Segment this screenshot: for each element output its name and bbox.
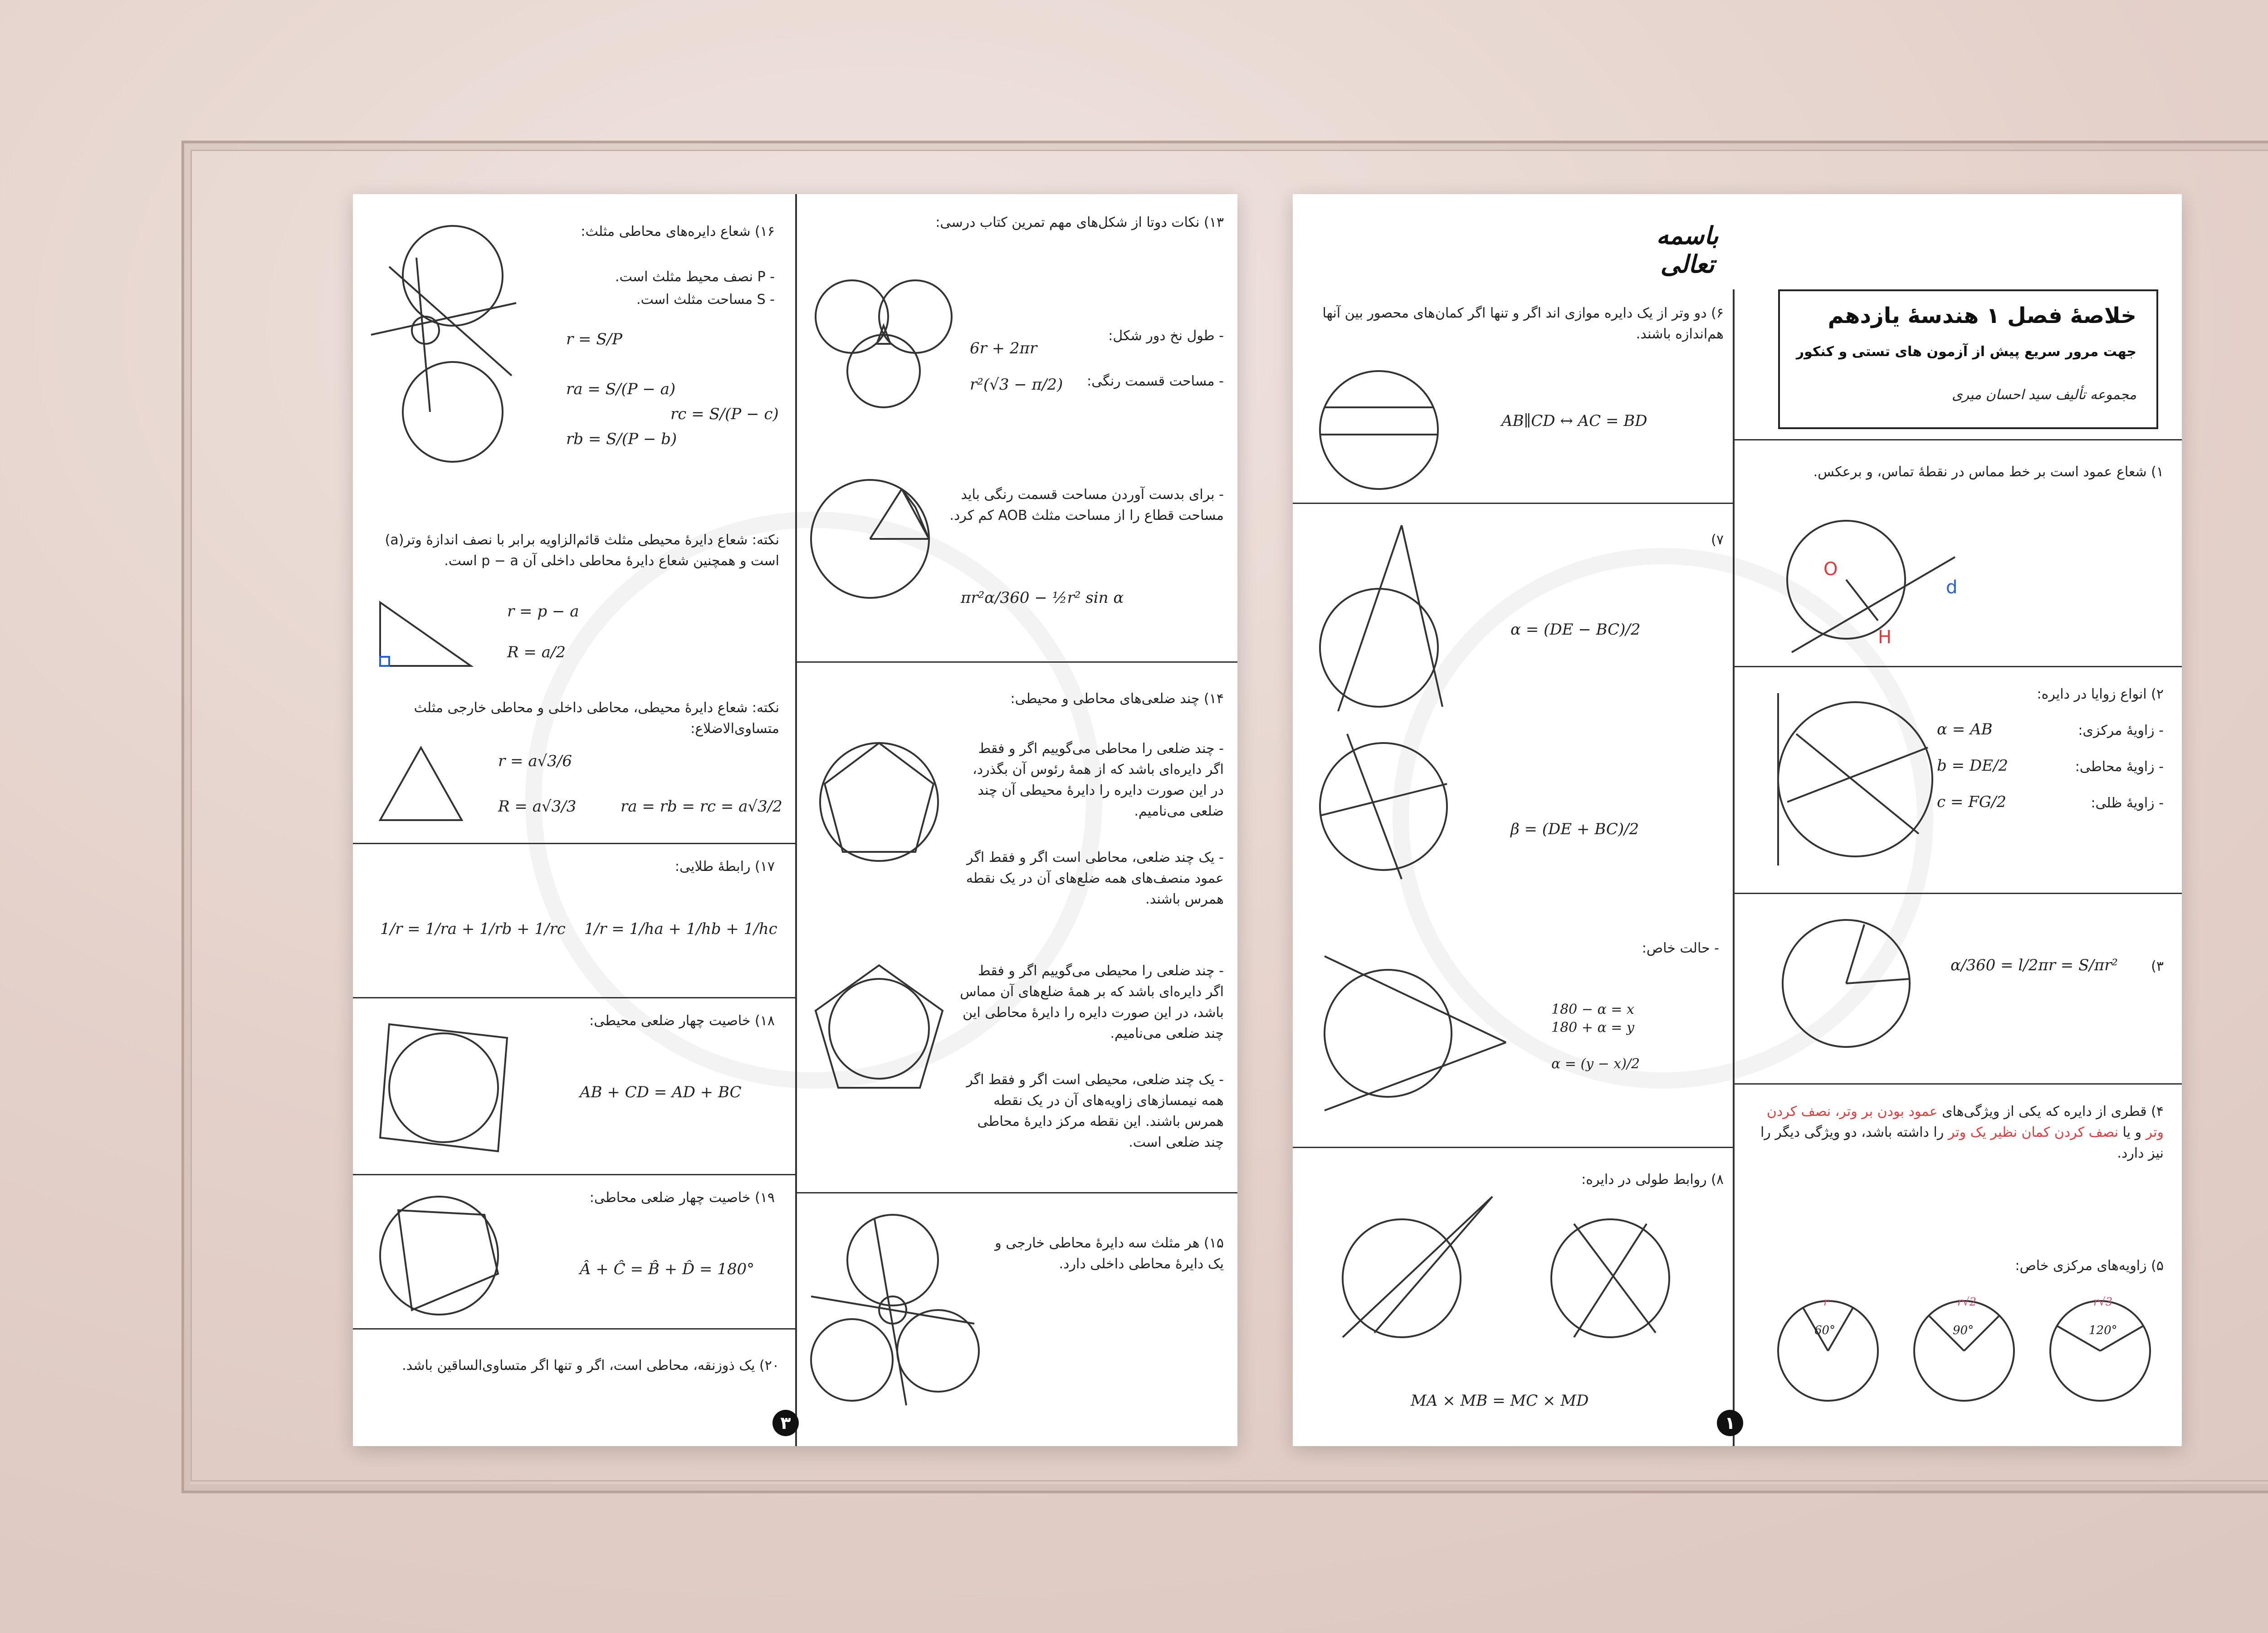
s2-formula-1: α = AB	[1937, 720, 1993, 738]
s16-note2: نکته: شعاع دایرهٔ محیطی، محاطی داخلی و محاطی خارجی مثلث متساوی‌الاضلاع:	[414, 700, 779, 737]
page-title: خلاصهٔ فصل ۱ هندسهٔ یازدهم	[1828, 303, 2136, 328]
calligraphy-header: باسمه تعالی	[1656, 221, 1719, 279]
angles-diagram	[1774, 689, 1941, 870]
s1-text: ۱) شعاع عمود است بر خط مماس در نقطهٔ تماس، و برعکس.	[1813, 464, 2164, 480]
s16-f6: R = a/2	[507, 643, 566, 661]
s15-text: ۱۵) هر مثلث سه دایرهٔ محاطی خارجی و یک دایرهٔ محاطی داخلی دارد.	[995, 1235, 1224, 1272]
page-subtitle: جهت مرور سریع پیش از آزمون های تستی و کنکور	[1796, 344, 2136, 360]
svg-text:O: O	[1823, 559, 1838, 580]
s16-f4: rc = S/(P − c)	[670, 405, 779, 423]
s17-f1: 1/r = 1/ra + 1/rb + 1/rc	[380, 920, 566, 938]
s7-f1: α = (DE − BC)/2	[1510, 621, 1641, 639]
parallel-chords-diagram	[1311, 362, 1447, 498]
sector-diagram	[802, 466, 938, 611]
right-page-number: ۱	[1717, 1410, 1743, 1436]
s16-f5: r = p − a	[507, 602, 579, 621]
s2-title: ۲) انواع زوایا در دایره:	[2037, 686, 2164, 702]
power-of-point-diagram	[1320, 1192, 1710, 1342]
left-page-number: ۳	[772, 1410, 799, 1436]
s14-p4: - یک چند ضلعی، محیطی است اگر و فقط اگر همه نیمسازهای زاویه‌های آن در یک نقطه همرس باشند. این نقطه مرکز دایرهٔ محاطی چند ضلعی است.	[966, 1072, 1224, 1150]
s16-f3: rb = S/(P − b)	[566, 430, 677, 448]
s5-title: ۵) زاویه‌های مرکزی خاص:	[2015, 1258, 2164, 1274]
right-triangle	[371, 593, 480, 675]
special-angles-diagram	[1769, 1292, 2159, 1410]
chords-angle-diagram	[1311, 725, 1456, 888]
s17-title: ۱۷) رابطهٔ طلایی:	[675, 859, 775, 875]
s17-f2: 1/r = 1/ha + 1/hb + 1/hc	[584, 920, 777, 938]
s16-b1: - P نصف محیط مثلث است.	[615, 269, 775, 285]
svg-text:d: d	[1946, 577, 1958, 598]
s16-b2: - S مساحت مثلث است.	[636, 292, 775, 308]
chord-r-sqrt3: r√3	[2093, 1296, 2113, 1308]
s4-text: ۴) قطری از دایره که یکی از ویژگی‌های عمود بودن بر وتر، نصف کردن وتر و یا نصف کردن کمان نظیر یک وتر را داشته باشد، دو ویژگی دیگر را نیز دارد.	[1760, 1104, 2164, 1161]
s19-formula: Â + Ĉ = B̂ + D̂ = 180°	[580, 1260, 755, 1278]
arc-sector-diagram	[1774, 911, 1919, 1056]
s3-formula: α/360 = l/2πr = S/πr²	[1950, 956, 2118, 974]
tangent-radius-diagram	[1774, 503, 1964, 657]
s13-f1: 6r + 2πr	[970, 339, 1037, 357]
secant-angle-diagram-1	[1311, 521, 1461, 711]
s13-title: ۱۳) نکات دوتا از شکل‌های مهم تمرین کتاب درسی:	[935, 215, 1224, 230]
s16-f7: r = a√3/6	[498, 752, 572, 770]
s2-formula-3: c = FG/2	[1937, 793, 2006, 811]
s7-f3c: α = (y − x)/2	[1551, 1056, 1640, 1072]
s4-highlight-2: نصف کردن کمان نظیر یک وتر	[1948, 1125, 2119, 1140]
author-line: مجموعه تألیف سید احسان میری	[1951, 387, 2136, 403]
s14-p3: - چند ضلعی را محیطی می‌گوییم اگر و فقط اگر دایره‌ای باشد که بر همهٔ ضلع‌های آن مماس باشد، در این صورت دایره را دایرهٔ محاطی این چند ضلعی می‌نامیم.	[960, 963, 1224, 1041]
s2-item-1: - زاویهٔ مرکزی:	[2078, 723, 2164, 738]
s18-title: ۱۸) خاصیت چهار ضلعی محیطی:	[589, 1013, 775, 1029]
s13-f2: r²(√3 − π/2)	[970, 376, 1063, 394]
right-page	[1293, 194, 2182, 1446]
three-circles-diagram	[802, 262, 965, 444]
s13-b2: - مساحت قسمت رنگی:	[1087, 373, 1224, 389]
equilateral-triangle	[371, 738, 471, 829]
excircles-diagram	[807, 1206, 979, 1414]
s13-b3: - برای بدست آوردن مساحت قسمت رنگی باید مساحت قطاع را از مساحت مثلث AOB کم کرد.	[949, 487, 1224, 523]
s7-f3b: 180 + α = y	[1551, 1020, 1634, 1036]
inscribed-polygon	[811, 734, 947, 870]
chord-r: r	[1823, 1296, 1829, 1308]
chord-r-sqrt2: r√2	[1957, 1296, 1977, 1308]
s8-title: ۸) روابط طولی در دایره:	[1581, 1172, 1724, 1188]
s14-p2: - یک چند ضلعی، محاطی است اگر و فقط اگر عمود منصف‌های همه ضلع‌های آن در یک نقطه همرس باشند.	[966, 850, 1224, 907]
s2-formula-2: b = DE/2	[1937, 757, 2009, 775]
s16-f2: ra = S/(P − a)	[566, 380, 676, 398]
excircle-diagram	[362, 221, 525, 475]
s16-f8: R = a√3/3	[498, 797, 577, 816]
angle-60: 60°	[1814, 1324, 1836, 1337]
tangents-angle-diagram	[1311, 947, 1510, 1120]
s14-title: ۱۴) چند ضلعی‌های محاطی و محیطی:	[1010, 691, 1224, 707]
s7-f2: β = (DE + BC)/2	[1510, 820, 1639, 838]
cyclic-quadrilateral	[371, 1188, 507, 1324]
left-page	[353, 194, 1237, 1446]
s13-b1: - طول نخ دور شکل:	[1108, 328, 1224, 344]
s14-p1: - چند ضلعی را محاطی می‌گوییم اگر و فقط اگر دایره‌ای باشد که از همهٔ رئوس آن بگذرد، در این صورت دایره را دایرهٔ محیطی آن چند ضلعی می‌نامیم.	[973, 741, 1224, 819]
s6-text: ۶) دو وتر از یک دایره موازی اند اگر و تنها اگر کمان‌های محصور بین آنها هم‌اندازه باشند.	[1322, 305, 1724, 342]
s7-num: ۷)	[1711, 532, 1724, 548]
s20-text: ۲۰) یک ذوزنقه، محاطی است، اگر و تنها اگر متساوی‌الساقین باشد.	[402, 1358, 779, 1374]
s18-formula: AB + CD = AD + BC	[580, 1083, 742, 1101]
s6-formula: AB∥CD ↔ AC = BD	[1501, 412, 1647, 430]
s2-item-2: - زاویهٔ محاطی:	[2075, 759, 2164, 775]
s4-highlight-1: عمود بودن بر وتر، نصف کردن وتر	[1766, 1104, 2164, 1140]
s16-f9: ra = rb = rc = a√3/2	[621, 797, 782, 816]
tangential-quadrilateral	[371, 1011, 516, 1165]
s16-title: ۱۶) شعاع دایره‌های محاطی مثلث:	[581, 224, 775, 240]
s13-f3: πr²α/360 − ½r² sin α	[961, 589, 1124, 607]
angle-120: 120°	[2089, 1324, 2117, 1337]
s3-num: ۳)	[2151, 958, 2164, 974]
s7-f3a: 180 − α = x	[1551, 1002, 1634, 1017]
s19-title: ۱۹) خاصیت چهار ضلعی محاطی:	[589, 1190, 775, 1206]
s2-item-3: - زاویهٔ ظلی:	[2091, 795, 2164, 811]
angle-90: 90°	[1953, 1324, 1974, 1337]
circumscribed-polygon	[811, 956, 947, 1101]
s7-special-label: - حالت خاص:	[1642, 940, 1719, 956]
s16-note1: نکته: شعاع دایرهٔ محیطی مثلث قائم‌الزاویه برابر با نصف اندازهٔ وتر(a) است و همچنین شعاع دایرهٔ محاطی داخلی آن p − a است.	[385, 532, 779, 569]
s8-formula: MA × MB = MC × MD	[1411, 1392, 1589, 1410]
s16-f1: r = S/P	[566, 330, 622, 348]
svg-text:H: H	[1878, 627, 1892, 648]
